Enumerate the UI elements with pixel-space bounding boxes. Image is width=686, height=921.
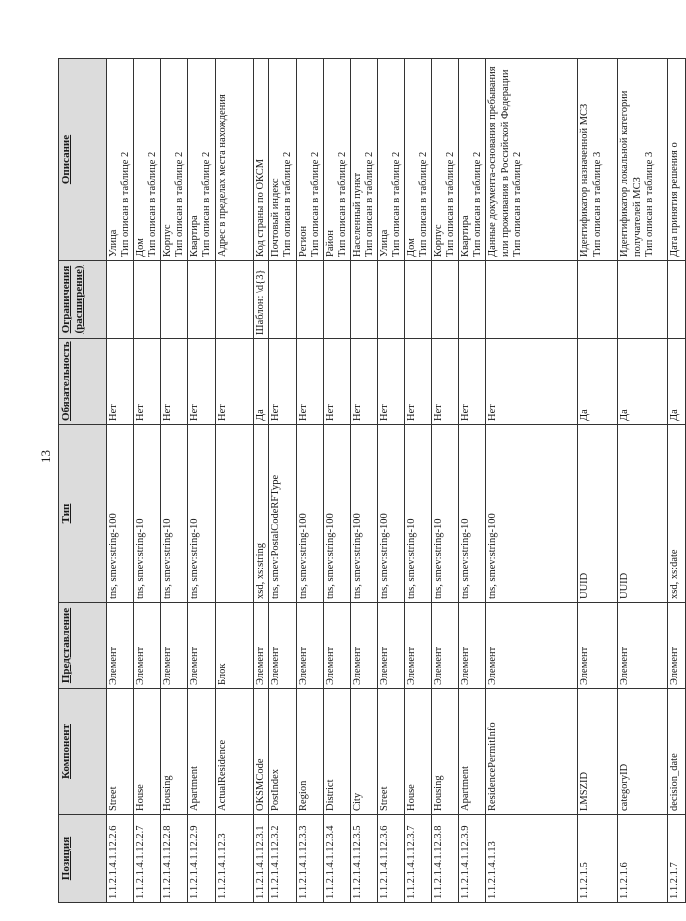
cell-comp: House [134,689,161,815]
cell-pos: 1.1.2.1.5 [578,815,618,903]
cell-lim [405,261,432,339]
cell-type: tns, smev:string-10 [405,425,432,603]
cell-req: Нет [161,339,188,425]
cell-rep: Элемент [459,603,486,689]
cell-lim [432,261,459,339]
cell-desc [405,59,432,261]
column-header: Представление [59,603,107,689]
cell-desc [668,59,686,261]
desc-line: Тип описан в таблице 2 [391,151,402,257]
desc-line: Тип описан в таблице 2 [472,151,484,257]
cell-type: UUID [578,425,618,603]
cell-comp: LMSZID [578,689,618,815]
cell-rep: Элемент [268,603,296,689]
desc-line: Дом [135,238,147,257]
table-row [161,59,188,903]
cell-rep: Элемент [668,603,686,689]
desc-line: Тип описан в таблице 2 [511,151,523,257]
table-row [432,59,459,903]
cell-comp: Street [377,689,404,815]
desc-line: Код страны по ОКСМ [254,158,266,257]
cell-lim [134,261,161,339]
table-row [134,59,161,903]
cell-req: Нет [107,339,134,425]
cell-desc [161,59,188,261]
desc-line: Тип описан в таблице 2 [147,151,159,257]
table-row [268,59,296,903]
cell-req: Нет [323,339,350,425]
cell-comp: ResidencePermitInfo [486,689,578,815]
cell-pos: 1.1.2.1.4.1.12.3 [215,815,253,903]
cell-desc [459,59,486,261]
cell-pos: 1.1.2.1.4.1.12.3.6 [377,815,404,903]
table-row [405,59,432,903]
cell-rep: Элемент [134,603,161,689]
cell-type: tns, smev:string-100 [296,425,323,603]
column-header: Позиция [59,815,107,903]
desc-line: Тип описан в таблице 2 [363,151,375,257]
cell-type: tns, smev:string-10 [134,425,161,603]
cell-lim [161,261,188,339]
column-header: Тип [59,425,107,603]
cell-rep: Блок [215,603,253,689]
cell-pos: 1.1.2.1.4.1.12.3.9 [459,815,486,903]
cell-rep: Элемент [188,603,215,689]
cell-desc [618,59,668,261]
cell-type: xsd, xs:date [668,425,686,603]
cell-req: Нет [188,339,215,425]
desc-line: Тип описан в таблице 3 [643,151,655,257]
table-row [350,59,377,903]
cell-desc [350,59,377,261]
cell-comp: OKSMCode [253,689,268,815]
cell-req: Нет [215,339,253,425]
cell-desc [188,59,215,261]
cell-pos: 1.1.2.1.4.1.12.2.7 [134,815,161,903]
cell-lim [296,261,323,339]
desc-line: Корпус [433,224,445,257]
spec-table [58,58,686,903]
cell-req: Нет [432,339,459,425]
cell-rep: Элемент [161,603,188,689]
cell-comp: PostIndex [268,689,296,815]
cell-rep: Элемент [405,603,432,689]
cell-type: tns, smev:PostalCodeRFType [268,425,296,603]
cell-lim [323,261,350,339]
cell-pos: 1.1.2.1.4.1.12.3.8 [432,815,459,903]
cell-rep: Элемент [350,603,377,689]
column-header: Описание [59,59,107,261]
table-row [253,59,268,903]
table-row [578,59,618,903]
desc-line: Регион [297,225,309,257]
cell-type: tns, smev:string-10 [188,425,215,603]
cell-pos: 1.1.2.1.6 [618,815,668,903]
cell-req: Да [668,339,686,425]
cell-req: Нет [350,339,377,425]
desc-line: Тип описан в таблице 2 [281,151,293,257]
desc-line: Квартира [189,215,201,257]
cell-type: tns, smev:string-10 [459,425,486,603]
table-row [668,59,686,903]
desc-line: Тип описан в таблице 3 [591,151,603,257]
cell-rep: Элемент [486,603,578,689]
cell-rep: Элемент [296,603,323,689]
cell-desc [432,59,459,261]
cell-desc [486,59,578,261]
cell-comp: Region [296,689,323,815]
cell-comp: Housing [432,689,459,815]
cell-lim [107,261,134,339]
desc-line: Тип описан в таблице 2 [418,151,430,257]
cell-lim [459,261,486,339]
cell-desc [268,59,296,261]
desc-line: Тип описан в таблице 2 [309,151,321,257]
cell-type: tns, smev:string-100 [377,425,404,603]
cell-rep: Элемент [323,603,350,689]
page-number: 13 [38,450,53,463]
cell-desc [323,59,350,261]
desc-line: Тип описан в таблице 2 [336,151,348,257]
cell-pos: 1.1.2.1.4.1.12.2.9 [188,815,215,903]
cell-type: tns, smev:string-100 [486,425,578,603]
cell-desc [296,59,323,261]
cell-lim: Шаблон: \d{3} [253,261,268,339]
table-row [459,59,486,903]
cell-rep: Элемент [432,603,459,689]
cell-req: Нет [405,339,432,425]
cell-req: Да [253,339,268,425]
cell-pos: 1.1.2.1.4.1.13 [486,815,578,903]
cell-comp: House [405,689,432,815]
cell-lim [188,261,215,339]
desc-line: Идентификатор назначенной МСЗ [579,103,591,257]
cell-req: Нет [459,339,486,425]
cell-rep: Элемент [107,603,134,689]
desc-line: Адрес в пределах места нахождения [216,94,228,257]
desc-line: Улица [378,229,390,257]
cell-desc [377,59,404,261]
cell-pos: 1.1.2.1.4.1.12.3.5 [350,815,377,903]
cell-lim [578,261,618,339]
cell-lim [215,261,253,339]
desc-line: Тип описан в таблице 2 [445,151,457,257]
cell-req: Да [618,339,668,425]
cell-lim [350,261,377,339]
cell-desc [107,59,134,261]
cell-type: tns, smev:string-10 [161,425,188,603]
table-row [323,59,350,903]
cell-pos: 1.1.2.1.4.1.12.3.4 [323,815,350,903]
cell-desc [578,59,618,261]
cell-pos: 1.1.2.1.4.1.12.3.2 [268,815,296,903]
table-row [188,59,215,903]
table-row [486,59,578,903]
table-row [215,59,253,903]
cell-desc [253,59,268,261]
cell-pos: 1.1.2.1.4.1.12.2.6 [107,815,134,903]
cell-pos: 1.1.2.1.4.1.12.3.3 [296,815,323,903]
cell-rep: Элемент [253,603,268,689]
cell-pos: 1.1.2.1.4.1.12.2.8 [161,815,188,903]
cell-comp: Apartment [188,689,215,815]
cell-comp: District [323,689,350,815]
table-row [296,59,323,903]
cell-pos: 1.1.2.1.4.1.12.3.7 [405,815,432,903]
table-row [377,59,404,903]
cell-rep: Элемент [578,603,618,689]
cell-type: tns, smev:string-10 [432,425,459,603]
cell-req: Да [578,339,618,425]
cell-lim [268,261,296,339]
cell-comp: ActualResidence [215,689,253,815]
desc-line: Дата принятия решения о [669,142,681,257]
desc-line: Тип описан в таблице 2 [201,151,213,257]
cell-req: Нет [377,339,404,425]
cell-comp: decision_date [668,689,686,815]
cell-req: Нет [268,339,296,425]
desc-line: Дом [406,238,418,257]
cell-comp: categoryID [618,689,668,815]
cell-req: Нет [486,339,578,425]
desc-line: Населенный пункт [351,172,363,257]
desc-line: Тип описан в таблице 2 [120,151,132,257]
desc-line: Тип описан в таблице 2 [174,151,186,257]
desc-line: Данные документа-основания пребывания или проживания в Российской Федерации [487,66,511,257]
cell-type: tns, smev:string-100 [323,425,350,603]
cell-comp: City [350,689,377,815]
column-header: Обязательность [59,339,107,425]
table-row [107,59,134,903]
table-body [107,59,686,903]
cell-type: xsd, xs:string [253,425,268,603]
cell-type [215,425,253,603]
cell-pos: 1.1.2.1.4.1.12.3.1 [253,815,268,903]
cell-lim [377,261,404,339]
rotated-table-container [58,59,681,903]
column-header: Компонент [59,689,107,815]
desc-line: Почтовый индекс [269,178,281,257]
cell-lim [486,261,578,339]
cell-comp: Street [107,689,134,815]
desc-line: Квартира [460,215,472,257]
cell-req: Нет [134,339,161,425]
cell-pos: 1.1.2.1.7 [668,815,686,903]
cell-rep: Элемент [377,603,404,689]
cell-rep: Элемент [618,603,668,689]
cell-type: UUID [618,425,668,603]
table-header-row [59,59,107,903]
cell-comp: Housing [161,689,188,815]
desc-line: Улица [108,229,119,257]
table-row [618,59,668,903]
cell-comp: Apartment [459,689,486,815]
desc-line: Идентификатор локальной категории получателей МСЗ [619,90,643,257]
cell-desc [134,59,161,261]
desc-line: Район [324,230,336,257]
column-header: Ограничения (расширение) [59,261,107,339]
desc-line: Корпус [162,224,174,257]
cell-lim [618,261,668,339]
cell-type: tns, smev:string-100 [350,425,377,603]
cell-type: tns, smev:string-100 [107,425,134,603]
cell-req: Нет [296,339,323,425]
cell-desc [215,59,253,261]
cell-lim [668,261,686,339]
